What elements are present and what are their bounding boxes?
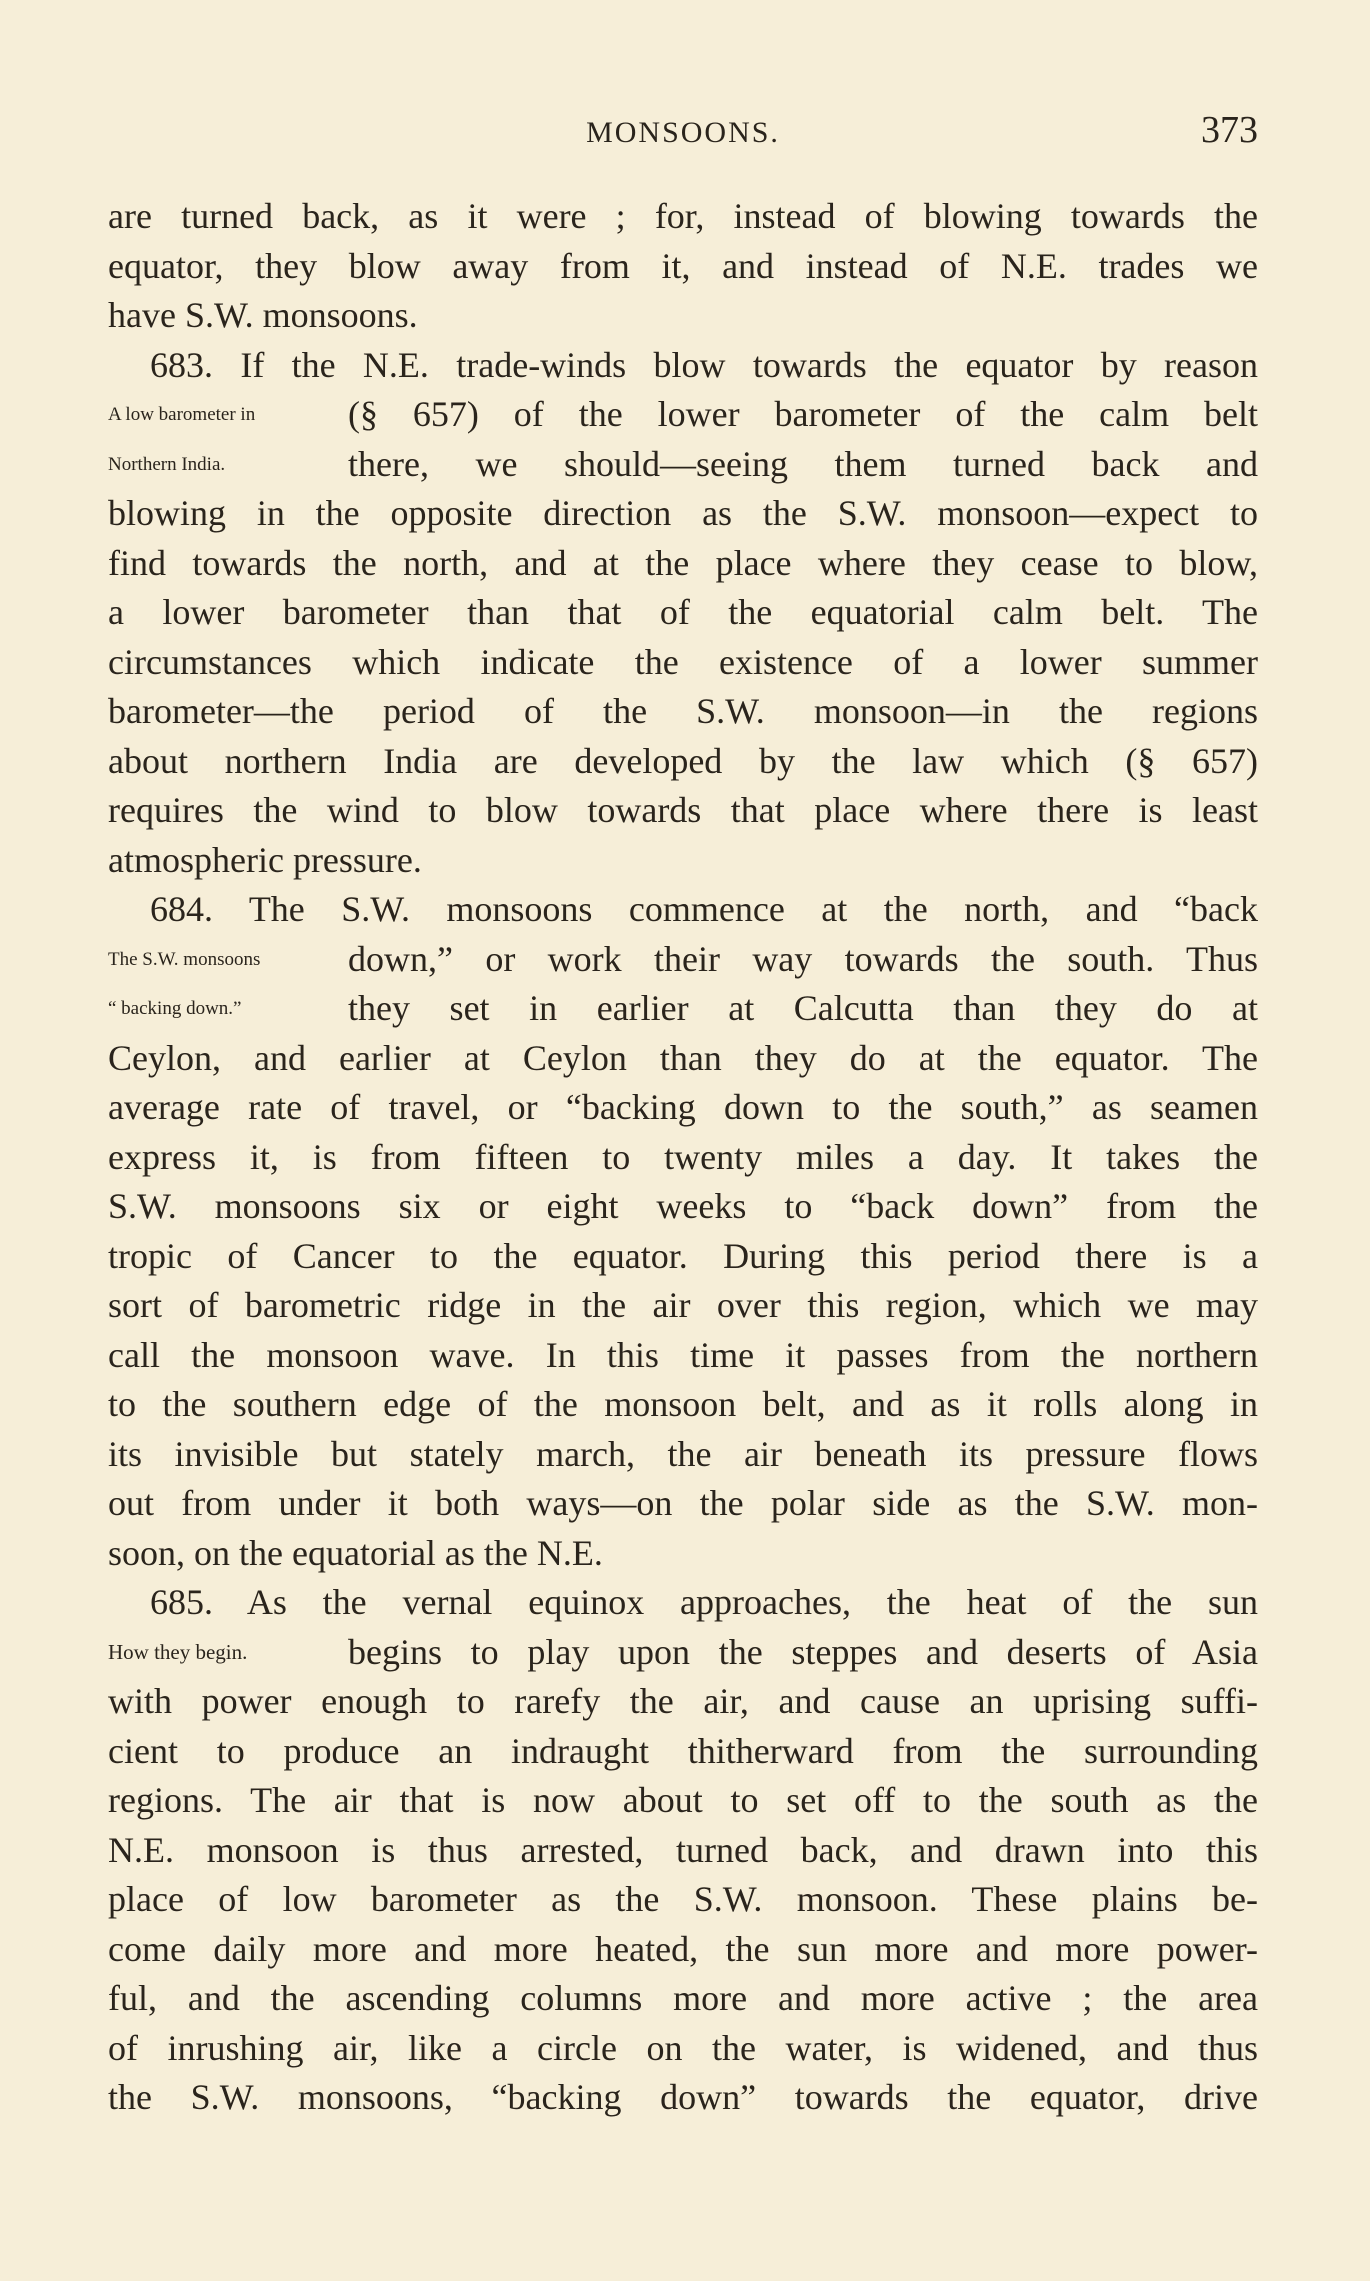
text-line: requires the wind to blow towards that place where there is least	[108, 790, 1258, 830]
running-head: MONSOONS.	[586, 116, 780, 149]
text-line: soon, on the equatorial as the N.E.	[108, 1532, 603, 1573]
side-note-how-they-begin: How they begin.	[108, 1639, 248, 1664]
text-line: are turned back, as it were ; for, instead of blowing towards the	[108, 196, 1258, 236]
paragraph-683-start: 683. If the N.E. trade-winds blow towards the equator by reason	[150, 344, 1258, 385]
side-note-sw-monsoons: The S.W. monsoons	[108, 948, 261, 970]
text-line: equator, they blow away from it, and instead of N.E. trades we	[108, 245, 1258, 286]
text-line: out from under it both ways—on the polar side as the S.W. mon-	[108, 1483, 1258, 1523]
text-line: (§ 657) of the lower barometer of the calm belt	[348, 394, 1258, 434]
text-line: place of low barometer as the S.W. monsoon. These plains be-	[108, 1879, 1258, 1919]
text-line: barometer—the period of the S.W. monsoon—in the regions	[108, 691, 1258, 731]
text-line: express it, is from fifteen to twenty miles a day. It takes the	[108, 1136, 1258, 1177]
text-line: they set in earlier at Calcutta than they do at	[348, 988, 1258, 1028]
text-line: there, we should—seeing them turned back and	[348, 443, 1258, 484]
text-line: ful, and the ascending columns more and more active ; the area	[108, 1978, 1258, 2018]
side-note-northern-india: Northern India.	[108, 453, 226, 475]
text-line: of inrushing air, like a circle on the water, is widened, and thus	[108, 2027, 1258, 2068]
text-line: begins to play upon the steppes and deserts of Asia	[348, 1631, 1258, 1672]
text-line: cient to produce an indraught thitherward from the surrounding	[108, 1730, 1258, 1771]
side-note-backing-down: “ backing down.”	[108, 998, 242, 1019]
text-line: a lower barometer than that of the equatorial calm belt. The	[108, 592, 1258, 632]
text-line: Ceylon, and earlier at Ceylon than they do at the equator. The	[108, 1037, 1258, 1078]
text-line: the S.W. monsoons, “backing down” towards the equator, drive	[108, 2077, 1258, 2117]
text-line: tropic of Cancer to the equator. During this period there is a	[108, 1235, 1258, 1276]
text-line: circumstances which indicate the existence of a lower summer	[108, 641, 1258, 682]
text-line: come daily more and more heated, the sun more and more power-	[108, 1928, 1258, 1969]
text-line-with-side-note	[108, 935, 1258, 985]
text-line: atmospheric pressure.	[108, 839, 422, 880]
text-line-with-side-note	[108, 390, 1258, 440]
text-line: find towards the north, and at the place where they cease to blow,	[108, 542, 1258, 583]
text-line: average rate of travel, or “backing down to the south,” as seamen	[108, 1087, 1258, 1127]
paragraph-685-start: 685. As the vernal equinox approaches, the heat of the sun	[150, 1582, 1258, 1622]
text-line: regions. The air that is now about to set off to the south as the	[108, 1780, 1258, 1820]
text-line: about northern India are developed by the law which (§ 657)	[108, 740, 1258, 781]
text-line: to the southern edge of the monsoon belt, and as it rolls along in	[108, 1384, 1258, 1424]
text-line-with-side-note	[108, 984, 1258, 1034]
text-line: down,” or work their way towards the south. Thus	[348, 938, 1258, 979]
text-line: sort of barometric ridge in the air over this region, which we may	[108, 1285, 1258, 1325]
text-line: its invisible but stately march, the air beneath its pressure flows	[108, 1433, 1258, 1474]
text-line: have S.W. monsoons.	[108, 295, 418, 335]
page-header	[108, 108, 1258, 158]
text-line: call the monsoon wave. In this time it passes from the northern	[108, 1334, 1258, 1375]
text-line-with-side-note	[108, 440, 1258, 490]
text-line: with power enough to rarefy the air, and cause an uprising suffi-	[108, 1681, 1258, 1721]
body-text	[108, 192, 1258, 2123]
paragraph-684-start: 684. The S.W. monsoons commence at the north, and “back	[150, 889, 1258, 929]
text-line: S.W. monsoons six or eight weeks to “back down” from the	[108, 1186, 1258, 1226]
text-line: N.E. monsoon is thus arrested, turned back, and drawn into this	[108, 1829, 1258, 1870]
page-number: 373	[1201, 109, 1258, 151]
text-line-with-side-note	[108, 1628, 1258, 1678]
text-line: blowing in the opposite direction as the S.W. monsoon—expect to	[108, 493, 1258, 533]
side-note-low-barometer: A low barometer in	[108, 404, 256, 425]
